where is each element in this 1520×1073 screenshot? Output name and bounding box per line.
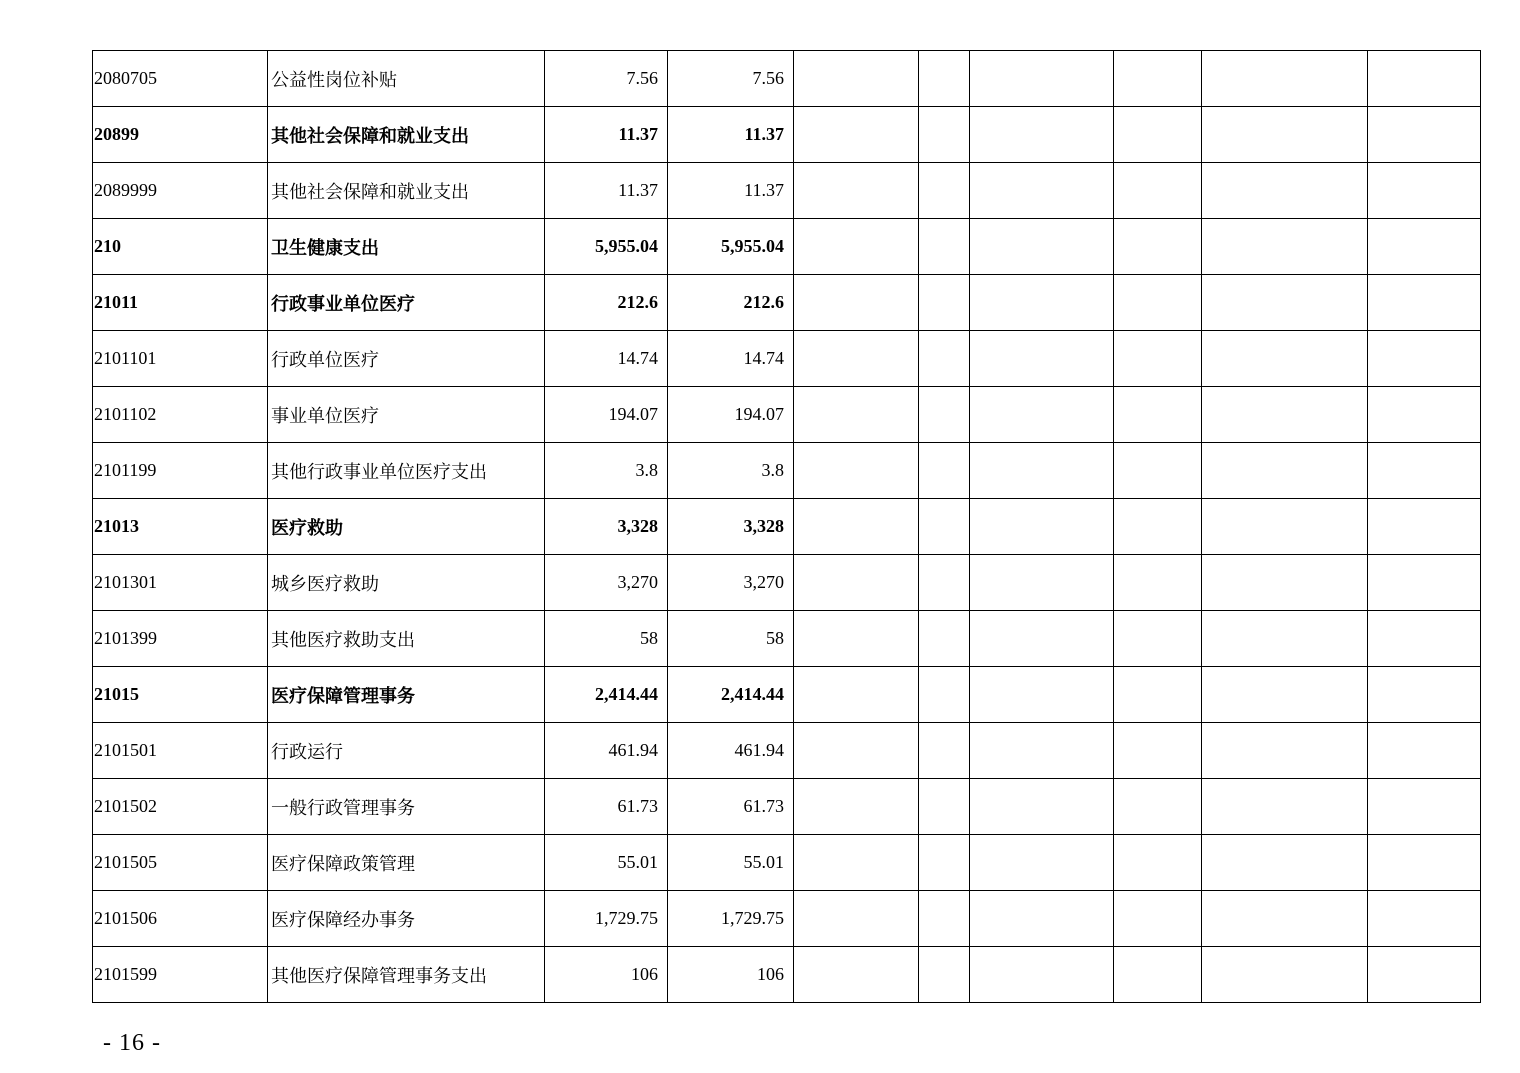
- empty-cell: [970, 779, 1114, 835]
- empty-cell: [1202, 275, 1368, 331]
- empty-cell: [1114, 331, 1202, 387]
- empty-cell: [794, 667, 919, 723]
- empty-cell: [1114, 891, 1202, 947]
- amount-total-cell: 61.73: [545, 779, 668, 835]
- empty-cell: [1368, 947, 1481, 1003]
- account-name-cell: 一般行政管理事务: [268, 779, 545, 835]
- table-body: [93, 51, 1481, 1003]
- amount-basic-cell: 61.73: [668, 779, 794, 835]
- amount-total-cell: 11.37: [545, 163, 668, 219]
- empty-cell: [1368, 611, 1481, 667]
- table-row: [93, 499, 1481, 555]
- account-code-cell: 2101301: [93, 555, 268, 611]
- empty-cell: [1202, 219, 1368, 275]
- empty-cell: [919, 51, 970, 107]
- amount-basic-cell: 11.37: [668, 107, 794, 163]
- table-row: [93, 779, 1481, 835]
- account-code-cell: 2101399: [93, 611, 268, 667]
- empty-cell: [970, 275, 1114, 331]
- empty-cell: [1368, 219, 1481, 275]
- empty-cell: [1202, 555, 1368, 611]
- empty-cell: [1202, 387, 1368, 443]
- amount-total-cell: 2,414.44: [545, 667, 668, 723]
- table-row: [93, 51, 1481, 107]
- empty-cell: [919, 107, 970, 163]
- account-name-cell: 其他社会保障和就业支出: [268, 107, 545, 163]
- table-row: [93, 107, 1481, 163]
- account-code-cell: 2101505: [93, 835, 268, 891]
- empty-cell: [919, 219, 970, 275]
- empty-cell: [1114, 611, 1202, 667]
- amount-total-cell: 7.56: [545, 51, 668, 107]
- table-row: [93, 331, 1481, 387]
- empty-cell: [1114, 107, 1202, 163]
- empty-cell: [919, 723, 970, 779]
- account-code-cell: 2089999: [93, 163, 268, 219]
- amount-total-cell: 14.74: [545, 331, 668, 387]
- empty-cell: [1114, 387, 1202, 443]
- table-row: [93, 891, 1481, 947]
- account-name-cell: 医疗保障政策管理: [268, 835, 545, 891]
- empty-cell: [1114, 443, 1202, 499]
- account-code-cell: 21013: [93, 499, 268, 555]
- empty-cell: [794, 107, 919, 163]
- empty-cell: [919, 835, 970, 891]
- amount-total-cell: 3,328: [545, 499, 668, 555]
- empty-cell: [794, 779, 919, 835]
- empty-cell: [970, 219, 1114, 275]
- empty-cell: [970, 723, 1114, 779]
- amount-total-cell: 3,270: [545, 555, 668, 611]
- account-code-cell: 2101101: [93, 331, 268, 387]
- amount-total-cell: 3.8: [545, 443, 668, 499]
- empty-cell: [919, 331, 970, 387]
- empty-cell: [1202, 443, 1368, 499]
- empty-cell: [919, 947, 970, 1003]
- account-code-cell: 2080705: [93, 51, 268, 107]
- empty-cell: [794, 835, 919, 891]
- amount-basic-cell: 461.94: [668, 723, 794, 779]
- empty-cell: [919, 667, 970, 723]
- empty-cell: [1114, 219, 1202, 275]
- amount-basic-cell: 7.56: [668, 51, 794, 107]
- empty-cell: [1368, 51, 1481, 107]
- empty-cell: [1114, 947, 1202, 1003]
- empty-cell: [970, 443, 1114, 499]
- empty-cell: [1368, 443, 1481, 499]
- empty-cell: [794, 443, 919, 499]
- empty-cell: [919, 443, 970, 499]
- empty-cell: [794, 275, 919, 331]
- empty-cell: [919, 387, 970, 443]
- account-name-cell: 其他社会保障和就业支出: [268, 163, 545, 219]
- empty-cell: [794, 387, 919, 443]
- account-code-cell: 21011: [93, 275, 268, 331]
- empty-cell: [1368, 499, 1481, 555]
- empty-cell: [1368, 667, 1481, 723]
- amount-basic-cell: 1,729.75: [668, 891, 794, 947]
- empty-cell: [1202, 611, 1368, 667]
- budget-expenditure-table: [92, 50, 1481, 1003]
- empty-cell: [1368, 275, 1481, 331]
- empty-cell: [794, 163, 919, 219]
- empty-cell: [1202, 107, 1368, 163]
- amount-basic-cell: 11.37: [668, 163, 794, 219]
- empty-cell: [1368, 555, 1481, 611]
- empty-cell: [1368, 891, 1481, 947]
- account-name-cell: 其他行政事业单位医疗支出: [268, 443, 545, 499]
- empty-cell: [1114, 555, 1202, 611]
- account-name-cell: 医疗救助: [268, 499, 545, 555]
- amount-total-cell: 1,729.75: [545, 891, 668, 947]
- account-name-cell: 行政运行: [268, 723, 545, 779]
- amount-basic-cell: 14.74: [668, 331, 794, 387]
- amount-basic-cell: 194.07: [668, 387, 794, 443]
- table-row: [93, 387, 1481, 443]
- empty-cell: [970, 499, 1114, 555]
- amount-basic-cell: 58: [668, 611, 794, 667]
- empty-cell: [970, 611, 1114, 667]
- empty-cell: [919, 499, 970, 555]
- table-row: [93, 275, 1481, 331]
- amount-basic-cell: 5,955.04: [668, 219, 794, 275]
- empty-cell: [1202, 331, 1368, 387]
- empty-cell: [1202, 835, 1368, 891]
- empty-cell: [1202, 723, 1368, 779]
- empty-cell: [794, 947, 919, 1003]
- empty-cell: [1202, 499, 1368, 555]
- table-row: [93, 723, 1481, 779]
- account-code-cell: 210: [93, 219, 268, 275]
- amount-basic-cell: 106: [668, 947, 794, 1003]
- empty-cell: [1114, 499, 1202, 555]
- account-name-cell: 医疗保障管理事务: [268, 667, 545, 723]
- account-name-cell: 卫生健康支出: [268, 219, 545, 275]
- page-number: - 16 -: [103, 1030, 161, 1056]
- empty-cell: [919, 555, 970, 611]
- empty-cell: [919, 779, 970, 835]
- empty-cell: [970, 107, 1114, 163]
- empty-cell: [794, 611, 919, 667]
- account-name-cell: 事业单位医疗: [268, 387, 545, 443]
- amount-total-cell: 194.07: [545, 387, 668, 443]
- empty-cell: [970, 387, 1114, 443]
- empty-cell: [1368, 835, 1481, 891]
- empty-cell: [1114, 163, 1202, 219]
- account-name-cell: 其他医疗保障管理事务支出: [268, 947, 545, 1003]
- amount-total-cell: 5,955.04: [545, 219, 668, 275]
- account-code-cell: 2101501: [93, 723, 268, 779]
- amount-total-cell: 58: [545, 611, 668, 667]
- empty-cell: [1202, 163, 1368, 219]
- empty-cell: [1114, 667, 1202, 723]
- empty-cell: [794, 219, 919, 275]
- table-row: [93, 163, 1481, 219]
- empty-cell: [794, 891, 919, 947]
- empty-cell: [1114, 723, 1202, 779]
- amount-total-cell: 106: [545, 947, 668, 1003]
- empty-cell: [1368, 387, 1481, 443]
- empty-cell: [1202, 947, 1368, 1003]
- empty-cell: [794, 51, 919, 107]
- empty-cell: [970, 555, 1114, 611]
- empty-cell: [919, 275, 970, 331]
- empty-cell: [1114, 275, 1202, 331]
- amount-basic-cell: 3.8: [668, 443, 794, 499]
- empty-cell: [1202, 779, 1368, 835]
- amount-basic-cell: 2,414.44: [668, 667, 794, 723]
- empty-cell: [1114, 51, 1202, 107]
- empty-cell: [1368, 779, 1481, 835]
- empty-cell: [1368, 163, 1481, 219]
- account-name-cell: 城乡医疗救助: [268, 555, 545, 611]
- empty-cell: [970, 947, 1114, 1003]
- account-name-cell: 公益性岗位补贴: [268, 51, 545, 107]
- empty-cell: [794, 331, 919, 387]
- empty-cell: [1114, 779, 1202, 835]
- empty-cell: [970, 163, 1114, 219]
- table-row: [93, 947, 1481, 1003]
- empty-cell: [1202, 51, 1368, 107]
- account-code-cell: 21015: [93, 667, 268, 723]
- table-row: [93, 835, 1481, 891]
- empty-cell: [970, 891, 1114, 947]
- account-code-cell: 2101102: [93, 387, 268, 443]
- empty-cell: [1114, 835, 1202, 891]
- table-row: [93, 555, 1481, 611]
- empty-cell: [794, 723, 919, 779]
- amount-basic-cell: 55.01: [668, 835, 794, 891]
- empty-cell: [919, 891, 970, 947]
- amount-total-cell: 55.01: [545, 835, 668, 891]
- empty-cell: [919, 163, 970, 219]
- empty-cell: [794, 555, 919, 611]
- account-code-cell: 2101199: [93, 443, 268, 499]
- amount-basic-cell: 212.6: [668, 275, 794, 331]
- empty-cell: [970, 667, 1114, 723]
- empty-cell: [970, 331, 1114, 387]
- amount-basic-cell: 3,328: [668, 499, 794, 555]
- account-name-cell: 其他医疗救助支出: [268, 611, 545, 667]
- amount-total-cell: 212.6: [545, 275, 668, 331]
- table-row: [93, 667, 1481, 723]
- table-row: [93, 219, 1481, 275]
- table-row: [93, 611, 1481, 667]
- amount-total-cell: 11.37: [545, 107, 668, 163]
- empty-cell: [1368, 107, 1481, 163]
- table-row: [93, 443, 1481, 499]
- account-code-cell: 2101506: [93, 891, 268, 947]
- empty-cell: [970, 51, 1114, 107]
- account-name-cell: 医疗保障经办事务: [268, 891, 545, 947]
- empty-cell: [1202, 667, 1368, 723]
- account-name-cell: 行政单位医疗: [268, 331, 545, 387]
- empty-cell: [794, 499, 919, 555]
- account-name-cell: 行政事业单位医疗: [268, 275, 545, 331]
- empty-cell: [1368, 331, 1481, 387]
- account-code-cell: 20899: [93, 107, 268, 163]
- amount-total-cell: 461.94: [545, 723, 668, 779]
- empty-cell: [1202, 891, 1368, 947]
- amount-basic-cell: 3,270: [668, 555, 794, 611]
- empty-cell: [919, 611, 970, 667]
- account-code-cell: 2101502: [93, 779, 268, 835]
- account-code-cell: 2101599: [93, 947, 268, 1003]
- empty-cell: [970, 835, 1114, 891]
- empty-cell: [1368, 723, 1481, 779]
